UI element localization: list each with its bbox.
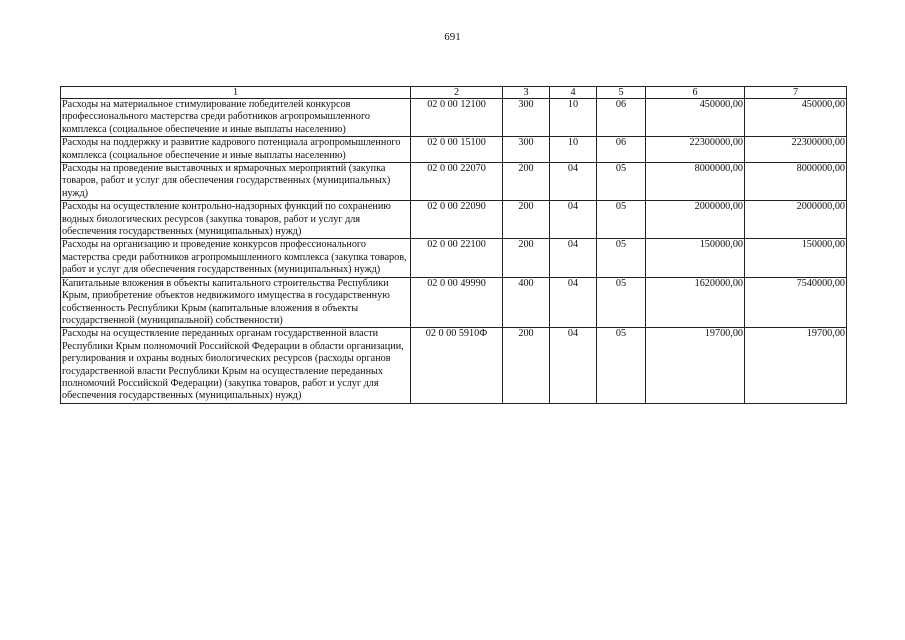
expense-name: Расходы на осуществление контрольно-надзорных функций по сохранению водных биологических ресурсов (закупка товаров, работ и услуг для обеспечения государственных (муниципальных) нужд) [61,201,411,239]
expense-name: Расходы на поддержку и развитие кадрового потенциала агропромышленного комплекса (социальное обеспечение и иные выплаты населению) [61,137,411,163]
section-code: 04 [550,277,597,328]
subsection-code: 06 [597,137,646,163]
column-header-1: 1 [61,87,411,99]
section-code: 04 [550,201,597,239]
table-row [61,239,847,277]
amount-column-7: 2000000,00 [745,201,847,239]
expense-type-code: 200 [503,163,550,201]
table-row [61,137,847,163]
classification-code: 02 0 00 15100 [411,137,503,163]
expense-type-code: 200 [503,239,550,277]
amount-column-6: 19700,00 [646,328,745,403]
expense-name: Капитальные вложения в объекты капитального строительства Республики Крым, приобретение объектов недвижимого имущества в государственную собственность Республики Крым (капитальные вложения в объекты государственной (муниципальной) собственности) [61,277,411,328]
classification-code: 02 0 00 22070 [411,163,503,201]
expense-type-code: 200 [503,328,550,403]
amount-column-6: 2000000,00 [646,201,745,239]
classification-code: 02 0 00 49990 [411,277,503,328]
table-row [61,277,847,328]
amount-column-7: 22300000,00 [745,137,847,163]
column-header-3: 3 [503,87,550,99]
expense-type-code: 200 [503,201,550,239]
amount-column-6: 150000,00 [646,239,745,277]
table-row [61,163,847,201]
page-number: 691 [444,31,461,43]
amount-column-7: 7540000,00 [745,277,847,328]
column-header-2: 2 [411,87,503,99]
table-header-row [61,87,847,99]
subsection-code: 05 [597,239,646,277]
subsection-code: 05 [597,277,646,328]
table-row [61,328,847,403]
subsection-code: 06 [597,99,646,137]
section-code: 04 [550,163,597,201]
subsection-code: 05 [597,201,646,239]
section-code: 04 [550,239,597,277]
section-code: 10 [550,137,597,163]
amount-column-6: 8000000,00 [646,163,745,201]
section-code: 04 [550,328,597,403]
amount-column-7: 19700,00 [745,328,847,403]
expense-type-code: 300 [503,99,550,137]
subsection-code: 05 [597,163,646,201]
expense-name: Расходы на организацию и проведение конкурсов профессионального мастерства среди работников агропромышленного комплекса (закупка товаров, работ и услуг для обеспечения государственных (муниципальных) нужд) [61,239,411,277]
classification-code: 02 0 00 5910Ф [411,328,503,403]
amount-column-6: 450000,00 [646,99,745,137]
column-header-6: 6 [646,87,745,99]
expense-name: Расходы на осуществление переданных органам государственной власти Республики Крым полномочий Российской Федерации в области организации, регулирования и охраны водных биологических ресурсов (расходы органов государственной власти Республики Крым на осуществление переданных полномочий Российской Федерации) (закупка товаров, работ и услуг для обеспечения государственных (муниципальных) нужд) [61,328,411,403]
column-header-4: 4 [550,87,597,99]
table-row [61,99,847,137]
expense-type-code: 300 [503,137,550,163]
section-code: 10 [550,99,597,137]
expense-name: Расходы на проведение выставочных и ярмарочных мероприятий (закупка товаров, работ и услуг для обеспечения государственных (муниципальных) нужд) [61,163,411,201]
subsection-code: 05 [597,328,646,403]
amount-column-6: 1620000,00 [646,277,745,328]
expense-type-code: 400 [503,277,550,328]
table-row [61,201,847,239]
budget-table [60,86,847,404]
classification-code: 02 0 00 12100 [411,99,503,137]
amount-column-7: 450000,00 [745,99,847,137]
amount-column-7: 150000,00 [745,239,847,277]
column-header-7: 7 [745,87,847,99]
classification-code: 02 0 00 22100 [411,239,503,277]
classification-code: 02 0 00 22090 [411,201,503,239]
amount-column-7: 8000000,00 [745,163,847,201]
amount-column-6: 22300000,00 [646,137,745,163]
column-header-5: 5 [597,87,646,99]
expense-name: Расходы на материальное стимулирование победителей конкурсов профессионального мастерства среди работников агропромышленного комплекса (социальное обеспечение и иные выплаты населению) [61,99,411,137]
